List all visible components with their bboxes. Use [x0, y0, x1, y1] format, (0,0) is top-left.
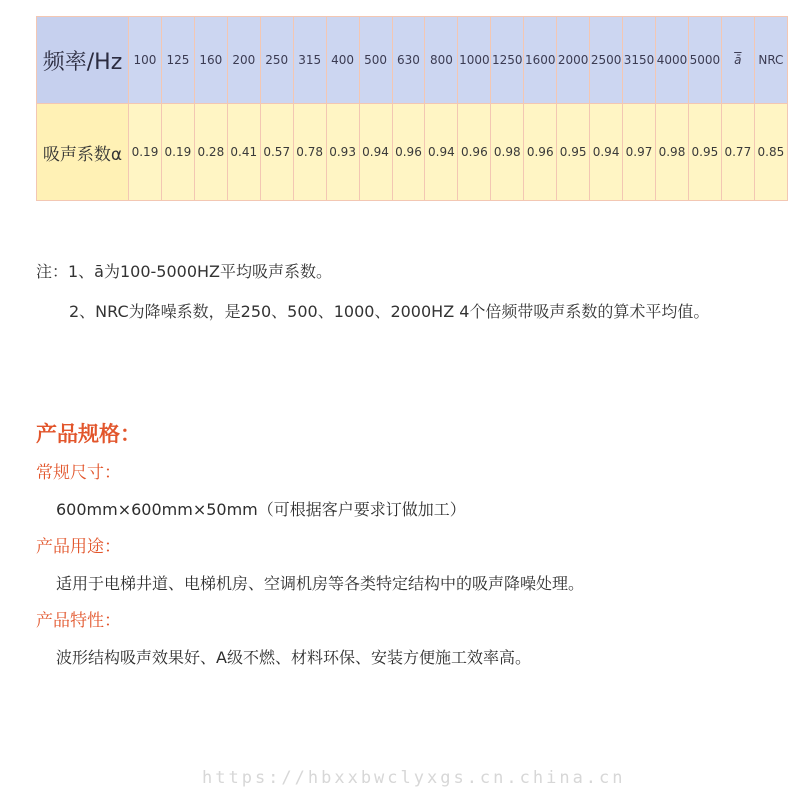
note-2: 2、NRC为降噪系数，是250、500、1000、2000HZ 4个倍频带吸声系数的算术平均值。	[69, 302, 710, 321]
frequency-cell: 4000	[656, 17, 689, 104]
frequency-cell: 100	[129, 17, 162, 104]
coefficient-cell: 0.98	[491, 104, 524, 201]
size-value: 600mm×600mm×50mm（可根据客户要求订做加工）	[56, 500, 466, 519]
coefficient-cell: 0.94	[425, 104, 458, 201]
coefficient-cell: 0.94	[359, 104, 392, 201]
coefficient-header: 吸声系数α	[37, 104, 129, 201]
absorption-table-container	[36, 16, 788, 201]
note-1: 注：1、ā为100-5000HZ平均吸声系数。	[36, 262, 333, 281]
coefficient-cell: 0.97	[623, 104, 656, 201]
use-value: 适用于电梯井道、电梯机房、空调机房等各类特定结构中的吸声降噪处理。	[56, 574, 585, 593]
coefficient-cell: 0.94	[590, 104, 623, 201]
coefficient-row	[37, 104, 788, 201]
frequency-cell: 800	[425, 17, 458, 104]
size-label: 常规尺寸：	[36, 463, 121, 483]
coefficient-cell: 0.19	[129, 104, 162, 201]
coefficient-cell: 0.93	[326, 104, 359, 201]
frequency-cell: 2500	[590, 17, 623, 104]
frequency-cell: NRC	[754, 17, 787, 104]
coefficient-cell: 0.96	[458, 104, 491, 201]
frequency-cell: 200	[227, 17, 260, 104]
coefficient-cell: 0.41	[227, 104, 260, 201]
frequency-cell: 1600	[524, 17, 557, 104]
coefficient-cell: 0.19	[161, 104, 194, 201]
coefficient-cell: 0.78	[293, 104, 326, 201]
coefficient-cell: 0.85	[754, 104, 787, 201]
frequency-cell: 500	[359, 17, 392, 104]
coefficient-cell: 0.96	[524, 104, 557, 201]
frequency-cell: 160	[194, 17, 227, 104]
feature-label: 产品特性：	[36, 611, 121, 631]
spec-title: 产品规格：	[36, 422, 141, 446]
frequency-cell: 315	[293, 17, 326, 104]
frequency-row	[37, 17, 788, 104]
feature-value: 波形结构吸声效果好、A级不燃、材料环保、安装方便施工效率高。	[56, 648, 531, 667]
coefficient-cell: 0.98	[656, 104, 689, 201]
frequency-cell: 250	[260, 17, 293, 104]
watermark: https://hbxxbwclyxgs.cn.china.cn	[202, 768, 626, 788]
coefficient-cell: 0.28	[194, 104, 227, 201]
use-label: 产品用途：	[36, 537, 121, 557]
frequency-cell: 630	[392, 17, 425, 104]
frequency-cell: 400	[326, 17, 359, 104]
coefficient-cell: 0.57	[260, 104, 293, 201]
frequency-cell: 1000	[458, 17, 491, 104]
frequency-cell: 2000	[557, 17, 590, 104]
product-spec-section	[36, 412, 584, 678]
frequency-cell: $\overline{ā}$	[721, 17, 754, 104]
frequency-header: 频率/Hz	[37, 17, 129, 104]
notes	[36, 252, 709, 332]
frequency-cell: 1250	[491, 17, 524, 104]
absorption-table	[36, 16, 788, 201]
coefficient-cell: 0.95	[557, 104, 590, 201]
frequency-cell: 125	[161, 17, 194, 104]
coefficient-cell: 0.95	[688, 104, 721, 201]
frequency-cell: 5000	[688, 17, 721, 104]
coefficient-cell: 0.77	[721, 104, 754, 201]
frequency-cell: 3150	[623, 17, 656, 104]
coefficient-cell: 0.96	[392, 104, 425, 201]
